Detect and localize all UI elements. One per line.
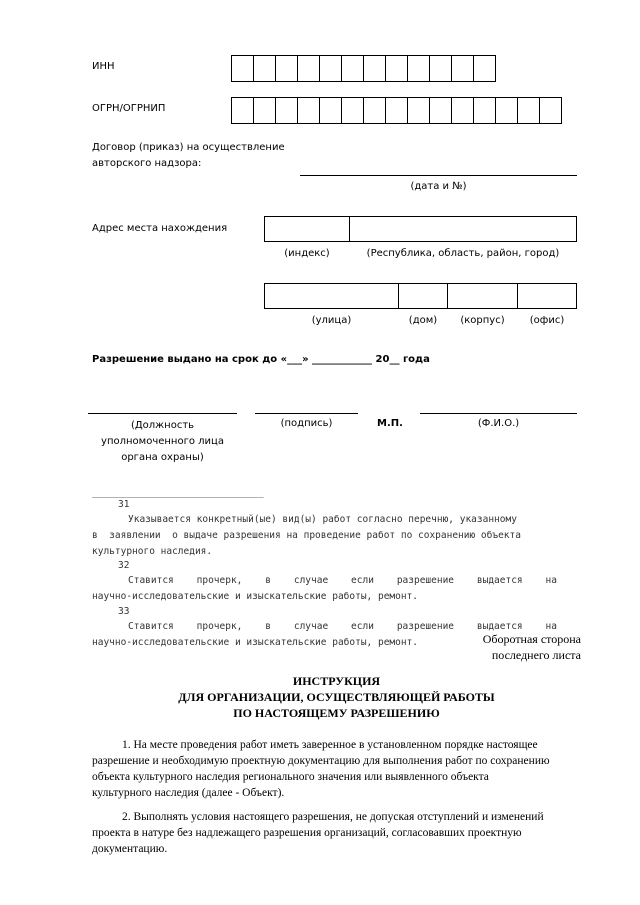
position-caption: (Должность уполномоченного лица органа охраны) [101, 420, 224, 463]
address-label: Адрес места нахождения [92, 223, 228, 234]
region-field[interactable] [349, 216, 577, 242]
digit-cell[interactable] [474, 98, 496, 123]
signature-caption: (подпись) [280, 418, 333, 429]
contract-label-line1: Договор (приказ) на осуществление [92, 142, 285, 153]
region-caption: (Республика, область, район, город) [366, 248, 560, 259]
reverse-side-line1: Оборотная сторона [482, 632, 581, 646]
digit-cell[interactable] [540, 98, 562, 123]
digit-cell[interactable] [276, 98, 298, 123]
footnote-number: 31 [118, 499, 130, 510]
digit-cell[interactable] [320, 56, 342, 81]
digit-cell[interactable] [430, 98, 452, 123]
office-caption: (офис) [529, 315, 565, 326]
street-field[interactable] [264, 283, 399, 309]
signature-line[interactable] [255, 413, 358, 414]
footnote-number: 32 [118, 560, 130, 571]
instruction-title: ИНСТРУКЦИЯ ДЛЯ ОРГАНИЗАЦИИ, ОСУЩЕСТВЛЯЮЩЕЙ РАБОТЫ ПО НАСТОЯЩЕМУ РАЗРЕШЕНИЮ [178, 674, 495, 720]
inn-label: ИНН [92, 61, 115, 72]
house-field[interactable] [398, 283, 448, 309]
building-caption: (корпус) [460, 315, 505, 326]
digit-cell[interactable] [408, 56, 430, 81]
footnote-text: культурного наследия. [92, 546, 213, 557]
index-field[interactable] [264, 216, 350, 242]
stamp-caption: М.П. [377, 418, 403, 429]
fio-caption: (Ф.И.О.) [477, 418, 520, 429]
digit-cell[interactable] [342, 56, 364, 81]
digit-cell[interactable] [298, 56, 320, 81]
digit-cell[interactable] [298, 98, 320, 123]
footnote-text: научно-исследовательские и изыскательские работы, ремонт. [92, 591, 419, 602]
digit-cell[interactable] [364, 56, 386, 81]
fio-line[interactable] [420, 413, 577, 414]
office-field[interactable] [517, 283, 577, 309]
digit-cell[interactable] [232, 56, 254, 81]
house-caption: (дом) [408, 315, 438, 326]
reverse-side-line2: последнего листа [491, 648, 581, 662]
contract-label-line2: авторского надзора: [92, 158, 202, 169]
street-caption: (улица) [311, 315, 352, 326]
digit-cell[interactable] [320, 98, 342, 123]
building-field[interactable] [447, 283, 518, 309]
digit-cell[interactable] [342, 98, 364, 123]
footnote-separator: ______________________________ [92, 487, 264, 498]
instruction-paragraph-2: 2. Выполнять условия настоящего разрешения, не допуская отступлений и изменений проекта в натуре без надлежащего разрешения организаций, согласовавших проектную документацию. [92, 811, 544, 855]
index-caption: (индекс) [284, 248, 330, 259]
digit-cell[interactable] [496, 98, 518, 123]
ogrn-cells[interactable] [231, 97, 562, 124]
inn-cells[interactable] [231, 55, 496, 82]
digit-cell[interactable] [254, 56, 276, 81]
digit-cell[interactable] [452, 98, 474, 123]
digit-cell[interactable] [408, 98, 430, 123]
digit-cell[interactable] [232, 98, 254, 123]
digit-cell[interactable] [386, 56, 408, 81]
digit-cell[interactable] [386, 98, 408, 123]
digit-cell[interactable] [364, 98, 386, 123]
digit-cell[interactable] [254, 98, 276, 123]
footnote-text: в заявлении о выдаче разрешения на проведение работ по сохранению объекта [92, 530, 521, 541]
digit-cell[interactable] [474, 56, 496, 81]
digit-cell[interactable] [430, 56, 452, 81]
ogrn-label: ОГРН/ОГРНИП [92, 103, 166, 114]
footnote-number: 33 [118, 606, 130, 617]
contract-date-line[interactable] [300, 175, 577, 176]
footnote-text: Указывается конкретный(ые) вид(ы) работ согласно перечню, указанному [128, 514, 517, 525]
permit-term: Разрешение выдано на срок до «___» ____________ 20__ года [92, 354, 430, 365]
digit-cell[interactable] [518, 98, 540, 123]
digit-cell[interactable] [276, 56, 298, 81]
digit-cell[interactable] [452, 56, 474, 81]
position-line[interactable] [88, 413, 237, 414]
footnote-text: научно-исследовательские и изыскательские работы, ремонт. [92, 637, 419, 648]
date-number-caption: (дата и №) [410, 181, 467, 192]
footnote-text: Ставится прочерк, в случае если разрешение выдается на [128, 621, 557, 632]
footnote-text: Ставится прочерк, в случае если разрешение выдается на [128, 575, 557, 586]
instruction-paragraph-1: 1. На месте проведения работ иметь заверенное в установленном порядке настоящее разрешение и необходимую проектную документацию для выполнения работ по сохранению объекта культурного наследия регионального значения или выявленного объекта культурного наследия (далее - Объект). [92, 739, 550, 799]
